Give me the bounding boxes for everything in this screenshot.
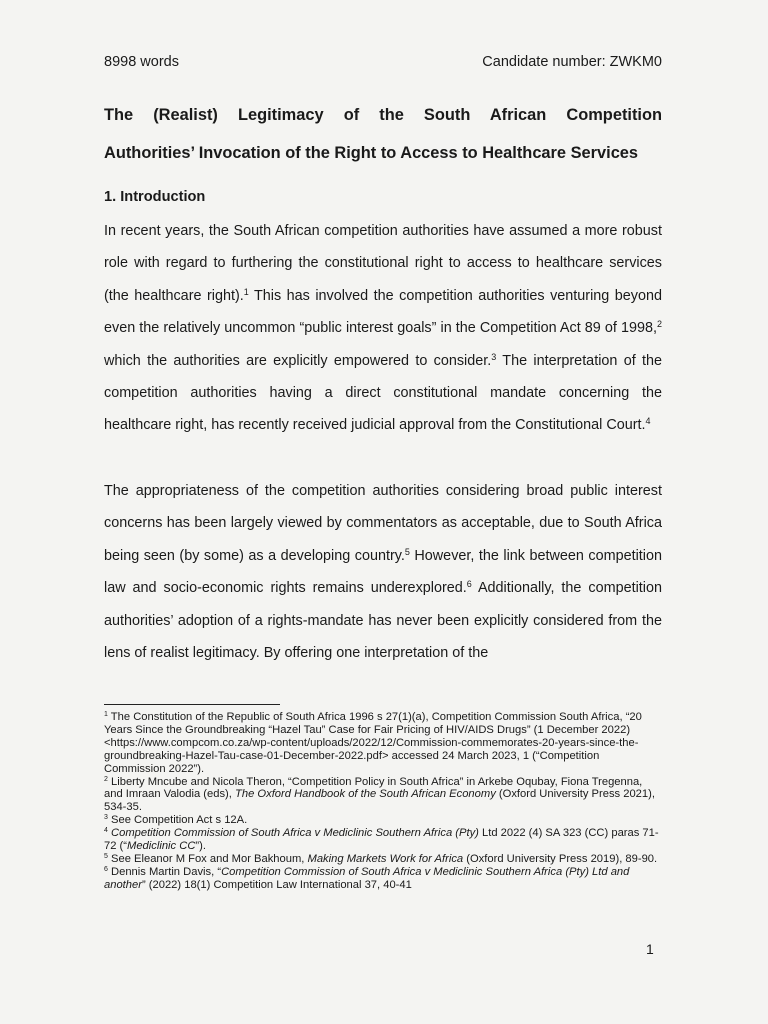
footnote-4-case-name: Competition Commission of South Africa v Mediclinic Southern Africa (Pty) [107, 827, 479, 840]
page-number: 1 [646, 941, 654, 957]
footnote-3-number: 3 [104, 814, 108, 822]
footnote-ref-2[interactable]: 2 [656, 319, 662, 330]
footnote-ref-6[interactable]: 6 [466, 579, 472, 590]
footnote-5-book-title: Making Markets Work for Africa [307, 852, 464, 865]
footnote-5-number: 5 [104, 852, 108, 860]
document-title [104, 96, 662, 172]
footnote-2 [104, 776, 662, 815]
footnote-4 [104, 827, 662, 853]
footnote-1-number: 1 [104, 711, 108, 718]
paragraph-1-sentence-1: In recent years, the South African competition authorities have assumed a more robust role with regard to furthering the constitutional right to access to healthcare services (the healthcare right). [104, 223, 662, 304]
paragraph-1 [104, 215, 662, 442]
footnote-4-citation: Ltd 2022 (4) SA 323 (CC) paras 71-72 (“ [104, 827, 659, 853]
footnote-4-close: ”). [195, 840, 206, 853]
paragraph-1-sentence-3: which the authorities are explicitly empowered to consider. [104, 352, 492, 369]
footnote-ref-3[interactable]: 3 [491, 351, 497, 362]
paragraph-2-sentence-2: However, the link between competition law and socio-economic rights remains underexplored. [104, 547, 663, 597]
candidate-number: Candidate number: ZWKM0 [482, 54, 662, 70]
footnote-6-number: 6 [104, 865, 108, 873]
footnote-2-number: 2 [104, 775, 108, 783]
page-header [104, 54, 662, 70]
footnote-ref-4[interactable]: 4 [645, 416, 651, 427]
paragraph-1-sentence-2: This has involved the competition authorities venturing beyond even the relatively uncommon “public interest goals” in the Competition Act 89 of 1998, [104, 287, 662, 337]
footnote-ref-1[interactable]: 1 [243, 286, 249, 297]
footnote-6-article-title: Competition Commission of South Africa v Mediclinic Southern Africa (Pty) Ltd and another [104, 865, 630, 891]
footnote-5-publisher: (Oxford University Press 2019), 89-90. [463, 852, 658, 865]
footnote-5 [104, 853, 662, 866]
footnote-6-text: Dennis Martin Davis, “ [107, 865, 222, 878]
paragraph-2-sentence-1: The appropriateness of the competition authorities considering broad public interest concerns has been largely viewed by commentators as acceptable, due to South Africa being seen (by some) as a developing country. [104, 483, 662, 564]
section-heading: 1. Introduction [104, 189, 206, 205]
footnote-4-number: 4 [104, 827, 108, 835]
footnote-3 [104, 814, 662, 827]
footnote-6 [104, 866, 662, 892]
footnote-ref-5[interactable]: 5 [404, 546, 410, 557]
paragraph-1-sentence-4: The interpretation of the competition authorities having a direct constitutional mandate concerning the healthcare right, has recently received judicial approval from the Constitutional Court. [104, 352, 662, 434]
footnote-1-text: The Constitution of the Republic of South Africa 1996 s 27(1)(a), Competition Commission South Africa, “20 Years Since the Groundbreaking “Hazel Tau” Case for Fair Pricing of HIV/AIDS Drugs” (1 December 2022) <https://www.compcom.co.za/wp-content/uploads/2022/12/Commission-commemorates-20-years-since-the-groundbreaking-Hazel-Tau-case-01-December-2022.pdf> accessed 24 March 2023, 1 (“Competition Commission 2022”). [104, 711, 642, 775]
footnote-5-text: See Eleanor M Fox and Mor Bakhoum, [107, 852, 308, 865]
footnote-6-journal: ” (2022) 18(1) Competition Law International 37, 40-41 [141, 878, 412, 891]
footnote-2-publisher: (Oxford University Press 2021), 534-35. [104, 788, 655, 814]
footnote-4-short-name: Mediclinic CC [127, 840, 196, 853]
footnotes [104, 711, 662, 892]
title-line-2: Authorities’ Invocation of the Right to Access to Healthcare Services [104, 144, 639, 162]
paragraph-2 [104, 475, 662, 669]
footnote-3-text: See Competition Act s 12A. [107, 814, 248, 827]
footnote-2-text: Liberty Mncube and Nicola Theron, “Competition Policy in South Africa” in Arkebe Oqubay, Fiona Tregenna, and Imraan Valodia (eds), [104, 775, 643, 801]
paragraph-2-sentence-3: Additionally, the competition authorities’ adoption of a rights-mandate has never been explicitly considered from the lens of realist legitimacy. By offering one interpretation of the [104, 580, 662, 662]
footnote-separator [104, 704, 280, 705]
word-count: 8998 words [104, 54, 179, 70]
footnote-1 [104, 711, 662, 776]
title-line-1: The (Realist) Legitimacy of the South African Competition [104, 106, 662, 124]
footnote-2-book-title: The Oxford Handbook of the South African Economy [235, 788, 496, 801]
